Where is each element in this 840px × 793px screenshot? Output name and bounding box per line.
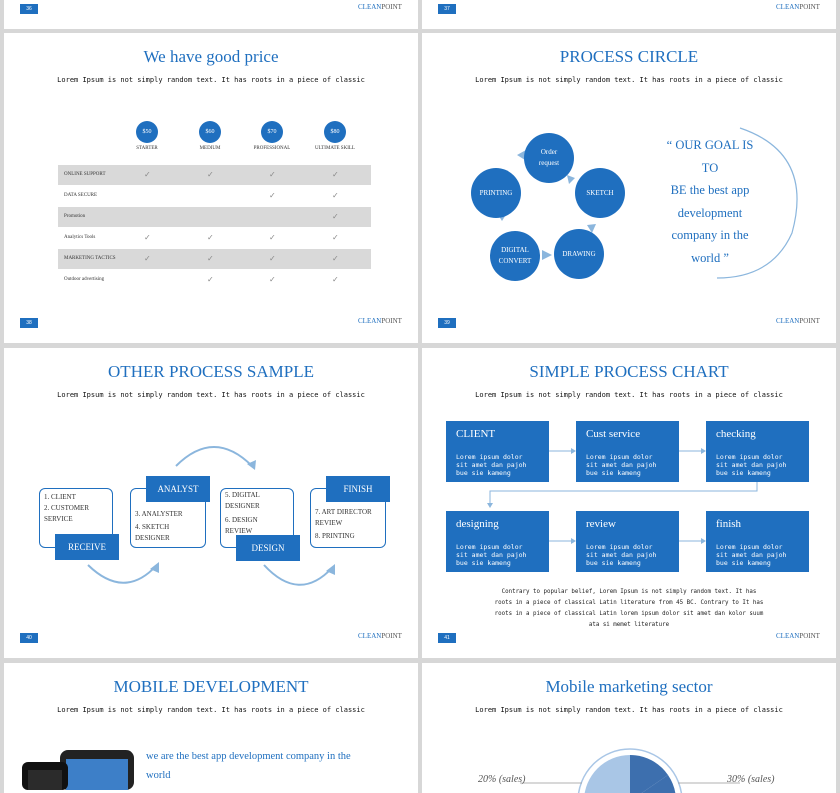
check-icon: ✓ [332, 233, 339, 242]
tab-analyst[interactable]: ANALYST [146, 476, 210, 502]
slide-subtitle: Lorem Ipsum is not simply random text. It has roots in a piece of classic [57, 706, 365, 714]
check-icon: ✓ [332, 275, 339, 284]
feature-label: Analytics Tools [64, 235, 96, 240]
feature-label: Promotion [64, 214, 86, 219]
feature-label: DATA SECURE [64, 193, 98, 198]
process-box-checking: checking Lorem ipsum dolor sit amet dan pajoh bue sie kameng [706, 421, 809, 482]
cycle-node-digital-convert: DIGITAL CONVERT [490, 231, 540, 281]
process-circle-slide[interactable] [422, 33, 836, 343]
plan-price-badge: $80 [324, 121, 346, 143]
arrow-icon [487, 503, 493, 508]
plan-name: STARTER [136, 146, 158, 151]
check-icon: ✓ [144, 233, 151, 242]
price-slide[interactable] [4, 33, 418, 343]
tab-design[interactable]: DESIGN [236, 535, 300, 561]
plan-price-badge: $60 [199, 121, 221, 143]
mobile-marketing-slide[interactable] [422, 663, 836, 793]
plan-name: PROFESSIONAL [253, 146, 291, 151]
chart-footer-text: Contrary to popular belief, Lorem Ipsum is not simply random text. It has roots in a piece of classical Latin literature from 45 BC. Contrary to It has roots in a piece of classical Latin lorem ipsum dolor sit amet dan kolor suum ata si memet literature [494, 589, 764, 628]
price-table-row [58, 249, 371, 269]
slide-title: MOBILE DEVELOPMENT [113, 677, 309, 696]
plan-name: MEDIUM [199, 146, 221, 151]
check-icon: ✓ [269, 191, 276, 200]
process-card-2: 3. ANALYSTER 4. SKETCH DESIGNER [130, 488, 206, 548]
slide-subtitle: Lorem Ipsum is not simply random text. It has roots in a piece of classic [475, 391, 783, 399]
page-number: 40 [20, 633, 38, 643]
slide-title: OTHER PROCESS SAMPLE [108, 362, 314, 381]
feature-label: Outdoor advertising [64, 277, 105, 282]
mobile-development-slide[interactable] [4, 663, 418, 793]
process-box-designing: designing Lorem ipsum dolor sit amet dan pajoh bue sie kameng [446, 511, 549, 572]
check-icon: ✓ [269, 254, 276, 263]
brand-logo: CLEANPOINT [776, 317, 820, 325]
process-box-cust-service: Cust service Lorem ipsum dolor sit amet dan pajoh bue sie kameng [576, 421, 679, 482]
page-number: 39 [438, 318, 456, 328]
check-icon: ✓ [269, 170, 276, 179]
slide-subtitle: Lorem Ipsum is not simply random text. It has roots in a piece of classic [475, 706, 783, 714]
cycle-node-sketch: SKETCH [575, 168, 625, 218]
process-card-4: 7. ART DIRECTOR REVIEW 8. PRINTING [310, 488, 386, 548]
arrow-icon [567, 175, 575, 184]
check-icon: ✓ [332, 212, 339, 221]
brand-logo: CLEANPOINT [776, 632, 820, 640]
pie-label-right: 30% (sales) [727, 774, 775, 785]
arrow-icon [542, 250, 552, 260]
price-table-row [58, 228, 371, 248]
arrow-icon [701, 448, 706, 454]
check-icon: ✓ [207, 275, 214, 284]
arrow-icon [701, 538, 706, 544]
check-icon: ✓ [332, 254, 339, 263]
other-process-slide[interactable] [4, 348, 418, 658]
cycle-node-drawing: DRAWING [554, 229, 604, 279]
check-icon: ✓ [332, 170, 339, 179]
process-box-client: CLIENT Lorem ipsum dolor sit amet dan pajoh bue sie kameng [446, 421, 549, 482]
arrow-icon [571, 538, 576, 544]
process-box-review: review Lorem ipsum dolor sit amet dan pajoh bue sie kameng [576, 511, 679, 572]
page-number: 37 [438, 4, 456, 14]
top-left-slide-strip [4, 0, 418, 29]
goal-quote: “ OUR GOAL IS TO BE the best app development company in the world ” [666, 138, 754, 265]
price-table-row [58, 270, 371, 290]
process-box-finish: finish Lorem ipsum dolor sit amet dan pajoh bue sie kameng [706, 511, 809, 572]
check-icon: ✓ [207, 170, 214, 179]
price-table-row [58, 165, 371, 185]
slide-title: Mobile marketing sector [545, 677, 713, 696]
check-icon: ✓ [144, 254, 151, 263]
simple-process-chart-slide[interactable] [422, 348, 836, 658]
check-icon: ✓ [269, 275, 276, 284]
slide-subtitle: Lorem Ipsum is not simply random text. It has roots in a piece of classic [475, 76, 783, 84]
feature-label: ONLINE SUPPORT [64, 172, 106, 177]
top-right-slide-strip [422, 0, 836, 29]
arrow-icon [571, 448, 576, 454]
phone-image [60, 750, 134, 790]
price-table-row [58, 207, 371, 227]
brand-logo: CLEANPOINT [358, 632, 402, 640]
feature-label: MARKETING TACTICS [64, 256, 116, 261]
page-number: 36 [20, 4, 38, 14]
check-icon: ✓ [332, 191, 339, 200]
plan-price-badge: $70 [261, 121, 283, 143]
mobile-description: we are the best app development company in the world [146, 751, 351, 781]
plan-price-badge: $50 [136, 121, 158, 143]
process-card-3: 5. DIGITAL DESIGNER 6. DESIGN REVIEW [220, 488, 294, 548]
phone-image-back [22, 762, 68, 790]
tab-receive[interactable]: RECEIVE [55, 534, 119, 560]
cycle-node-order: Order request [524, 133, 574, 183]
brand-logo: CLEANPOINT [358, 317, 402, 325]
price-table-row [58, 186, 371, 206]
tab-finish[interactable]: FINISH [326, 476, 390, 502]
process-card-1: 1. CLIENT 2. CUSTOMER SERVICE [39, 488, 113, 548]
cycle-node-printing: PRINTING [471, 168, 521, 218]
brand-logo: CLEANPOINT [776, 3, 820, 11]
check-icon: ✓ [269, 233, 276, 242]
slide-title: SIMPLE PROCESS CHART [529, 362, 729, 381]
page-number: 41 [438, 633, 456, 643]
slide-title: We have good price [143, 47, 279, 66]
plan-name: ULTIMATE SKILL [315, 146, 355, 151]
pie-label-left: 20% (sales) [478, 774, 526, 785]
check-icon: ✓ [207, 254, 214, 263]
slide-subtitle: Lorem Ipsum is not simply random text. It has roots in a piece of classic [57, 76, 365, 84]
check-icon: ✓ [207, 233, 214, 242]
slide-subtitle: Lorem Ipsum is not simply random text. It has roots in a piece of classic [57, 391, 365, 399]
brand-logo: CLEANPOINT [358, 3, 402, 11]
page-number: 38 [20, 318, 38, 328]
check-icon: ✓ [144, 170, 151, 179]
slide-title: PROCESS CIRCLE [559, 47, 699, 66]
